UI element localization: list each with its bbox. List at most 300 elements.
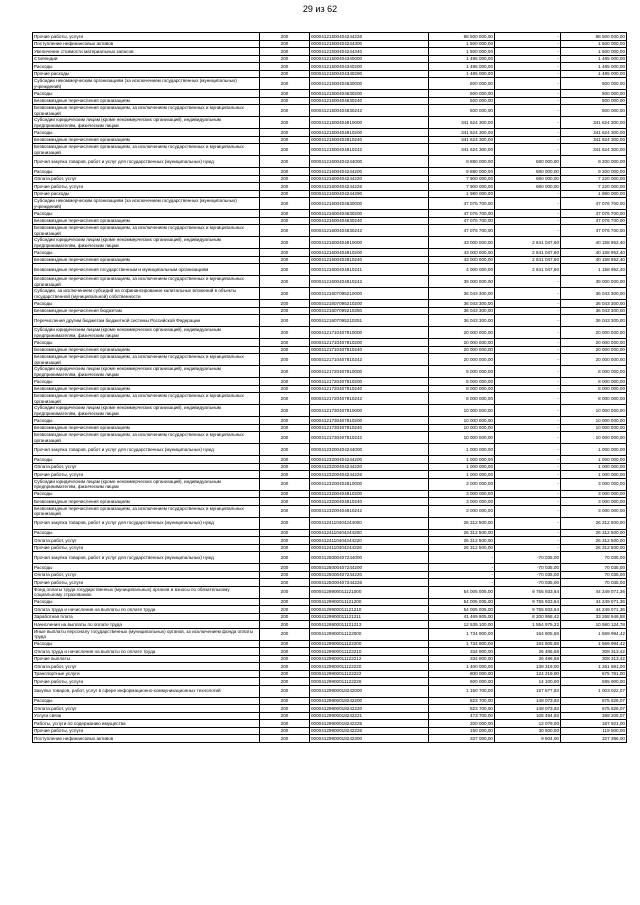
table-row <box>33 249 627 257</box>
row-name-cell: Расходы <box>33 249 260 257</box>
row-name-cell: Расходы <box>33 210 260 218</box>
row-kbk-cell: 00004129900011121210 <box>310 606 429 614</box>
table-row <box>33 670 627 678</box>
table-row <box>33 190 627 198</box>
row-code-cell: 200 <box>260 288 310 300</box>
row-plan-cell: 26 312 500,00 <box>429 529 495 537</box>
row-executed-cell: - <box>495 346 561 354</box>
row-name-cell: Фонд оплаты труда государственных (муниципальных) органов и взносы по обязательному социальному страхованию <box>33 586 260 598</box>
row-plan-cell: 8 000 000,00 <box>429 378 495 386</box>
row-code-cell: 200 <box>260 90 310 98</box>
row-remaining-cell: 3 000 000,00 <box>561 498 627 506</box>
row-name-cell: Расходы <box>33 417 260 425</box>
row-plan-cell: 88 500 000,00 <box>429 33 495 41</box>
table-row <box>33 471 627 479</box>
row-plan-cell: 43 000 000,00 <box>429 249 495 257</box>
row-executed-cell: - <box>495 385 561 393</box>
row-executed-cell: 9 755 933,64 <box>495 606 561 614</box>
row-executed-cell: 2 841 047,60 <box>495 237 561 249</box>
row-kbk-cell: 00004121730407810200 <box>310 417 429 425</box>
row-remaining-cell: 308 313,42 <box>561 648 627 656</box>
row-code-cell: 200 <box>260 444 310 456</box>
table-row <box>33 210 627 218</box>
row-code-cell: 200 <box>260 529 310 537</box>
row-remaining-cell: 8 000 000,00 <box>561 393 627 405</box>
row-remaining-cell: 36 043 300,00 <box>561 307 627 315</box>
row-kbk-cell: 00004125000407244200 <box>310 564 429 572</box>
row-name-cell: Субсидии юридическим лицам (кроме некоммерческих организаций), индивидуальным предпринимателям, физическим лицам <box>33 327 260 339</box>
row-code-cell: 200 <box>260 300 310 308</box>
row-code-cell: 200 <box>260 663 310 671</box>
row-name-cell: Работы, услуги по содержанию имущества <box>33 720 260 728</box>
row-executed-cell: - <box>495 225 561 237</box>
row-name-cell: Безвозмездные перечисления организациям, за исключением государственных и муниципальных организаций <box>33 144 260 156</box>
table-row <box>33 628 627 640</box>
row-plan-cell: 150 000,00 <box>429 727 495 735</box>
row-name-cell: Прочая закупка товаров, работ и услуг для государственных (муниципальных) нужд <box>33 517 260 529</box>
table-row <box>33 606 627 614</box>
row-remaining-cell: 40 158 952,40 <box>561 237 627 249</box>
row-kbk-cell: 00004123200404810240 <box>310 498 429 506</box>
row-name-cell: Прочие расходы <box>33 70 260 78</box>
row-executed-cell: - <box>495 505 561 517</box>
row-plan-cell: 54 005 005,00 <box>429 598 495 606</box>
row-code-cell: 200 <box>260 378 310 386</box>
row-code-cell: 200 <box>260 490 310 498</box>
page-number: 29 из 62 <box>302 4 338 14</box>
row-remaining-cell: 1 569 994,42 <box>561 640 627 648</box>
row-code-cell: 200 <box>260 720 310 728</box>
row-kbk-cell: 00004121607095210250 <box>310 307 429 315</box>
row-executed-cell: - <box>495 444 561 456</box>
row-kbk-cell: 00004129900011122212 <box>310 655 429 663</box>
row-name-cell: Безвозмездные перечисления организациям <box>33 217 260 225</box>
table-row <box>33 697 627 705</box>
row-plan-cell: 20 000 000,00 <box>429 339 495 347</box>
row-name-cell: Субсидии юридическим лицам (кроме некоммерческих организаций), индивидуальным предпринимателям, физическим лицам <box>33 405 260 417</box>
row-executed-cell: 680 000,00 <box>495 168 561 176</box>
row-plan-cell: 334 800,00 <box>429 655 495 663</box>
table-row <box>33 48 627 56</box>
row-name-cell: Расходы <box>33 129 260 137</box>
row-name-cell: Оплата работ, услуг <box>33 705 260 713</box>
row-name-cell: Безвозмездные перечисления организациям, за исключением государственных и муниципальных организаций <box>33 393 260 405</box>
row-remaining-cell: 70 035,00 <box>561 571 627 579</box>
row-plan-cell: 26 312 500,00 <box>429 517 495 529</box>
row-plan-cell: 4 000 000,00 <box>429 264 495 276</box>
row-kbk-cell: 00004123200404810200 <box>310 490 429 498</box>
table-row <box>33 346 627 354</box>
table-row <box>33 552 627 564</box>
row-name-cell: Прочие выплаты <box>33 655 260 663</box>
row-remaining-cell: 368 205,07 <box>561 712 627 720</box>
row-executed-cell: - <box>495 300 561 308</box>
row-name-cell: Субсидии некоммерческим организациям (за исключением государственных (муниципальных) учреждений) <box>33 78 260 90</box>
table-row <box>33 517 627 529</box>
row-executed-cell: 9 604,00 <box>495 735 561 743</box>
row-code-cell: 200 <box>260 697 310 705</box>
row-kbk-cell: 00004123200404244220 <box>310 463 429 471</box>
row-remaining-cell: 1 158 952,40 <box>561 264 627 276</box>
row-executed-cell: - <box>495 393 561 405</box>
row-executed-cell: - <box>495 315 561 327</box>
row-executed-cell: 680 000,00 <box>495 156 561 168</box>
row-executed-cell: 680 000,00 <box>495 175 561 183</box>
row-remaining-cell: 308 313,42 <box>561 655 627 663</box>
row-executed-cell: - <box>495 405 561 417</box>
row-kbk-cell: 00004121607095210251 <box>310 315 429 327</box>
row-plan-cell: 36 043 300,00 <box>429 315 495 327</box>
table-row <box>33 598 627 606</box>
row-executed-cell: 2 841 047,60 <box>495 256 561 264</box>
table-row <box>33 613 627 621</box>
row-code-cell: 200 <box>260 463 310 471</box>
row-name-cell: Субсидии, за исключением субсидий на софинансирование капитальных вложений в объекты государственной (муниципальной) собственности <box>33 288 260 300</box>
row-remaining-cell: 8 000 000,00 <box>561 378 627 386</box>
row-remaining-cell: 585 900,00 <box>561 678 627 686</box>
row-remaining-cell: 44 249 071,36 <box>561 586 627 598</box>
table-row <box>33 90 627 98</box>
table-row <box>33 217 627 225</box>
row-kbk-cell: 00004129900011121000 <box>310 586 429 598</box>
row-kbk-cell: 00004121600404244200 <box>310 168 429 176</box>
row-plan-cell: 10 000 000,00 <box>429 405 495 417</box>
row-plan-cell: 20 000 000,00 <box>429 354 495 366</box>
row-remaining-cell: 1 000 000,00 <box>561 444 627 456</box>
row-plan-cell: 1 734 800,00 <box>429 628 495 640</box>
row-remaining-cell: 1 569 994,42 <box>561 628 627 640</box>
row-executed-cell: 26 486,58 <box>495 655 561 663</box>
row-code-cell: 200 <box>260 385 310 393</box>
row-kbk-cell: 00004121730407810000 <box>310 405 429 417</box>
row-remaining-cell: 70 035,00 <box>561 564 627 572</box>
row-kbk-cell: 00004121720407810242 <box>310 393 429 405</box>
row-name-cell: Безвозмездные перечисления организациям, за исключением государственных и муниципальных организаций <box>33 432 260 444</box>
table-row <box>33 256 627 264</box>
row-executed-cell: - <box>495 498 561 506</box>
row-plan-cell: 500 000,00 <box>429 90 495 98</box>
row-executed-cell: 9 755 933,64 <box>495 598 561 606</box>
table-row <box>33 129 627 137</box>
row-plan-cell: 47 076 700,00 <box>429 217 495 225</box>
row-remaining-cell: 8 000 000,00 <box>561 366 627 378</box>
row-name-cell: Оплата труда и начисления на выплаты по оплате труда <box>33 606 260 614</box>
row-remaining-cell: 1 000 000,00 <box>561 463 627 471</box>
row-name-cell: Закупка товаров, работ, услуг в сфере информационно-коммуникационных технологий <box>33 685 260 697</box>
row-remaining-cell: 33 268 946,58 <box>561 613 627 621</box>
row-remaining-cell: 675 781,00 <box>561 670 627 678</box>
row-name-cell: Прочие расходы <box>33 190 260 198</box>
row-name-cell: Прочие работы, услуги <box>33 579 260 587</box>
row-remaining-cell: 26 312 500,00 <box>561 517 627 529</box>
row-code-cell: 200 <box>260 117 310 129</box>
row-executed-cell: 2 841 047,60 <box>495 249 561 257</box>
row-name-cell: Поступление нефинансовых активов <box>33 40 260 48</box>
row-code-cell: 200 <box>260 217 310 225</box>
table-row <box>33 505 627 517</box>
row-plan-cell: 1 500 000,00 <box>429 40 495 48</box>
row-plan-cell: 10 000 000,00 <box>429 417 495 425</box>
row-remaining-cell: 10 000 000,00 <box>561 405 627 417</box>
table-row <box>33 478 627 490</box>
row-name-cell: Транспортные услуги <box>33 670 260 678</box>
row-name-cell: Безвозмездные перечисления организациям <box>33 498 260 506</box>
row-code-cell: 200 <box>260 210 310 218</box>
row-plan-cell: 341 624 300,00 <box>429 144 495 156</box>
row-remaining-cell: 9 200 000,00 <box>561 168 627 176</box>
row-name-cell: Начисления на выплаты по оплате труда <box>33 621 260 629</box>
table-row <box>33 288 627 300</box>
row-plan-cell: 8 000 000,00 <box>429 366 495 378</box>
row-remaining-cell: 36 043 300,00 <box>561 315 627 327</box>
row-kbk-cell: 00004121600404630200 <box>310 210 429 218</box>
row-remaining-cell: 47 076 700,00 <box>561 210 627 218</box>
row-code-cell: 200 <box>260 478 310 490</box>
row-kbk-cell: 00004123200404810242 <box>310 505 429 517</box>
row-code-cell: 200 <box>260 628 310 640</box>
table-row <box>33 354 627 366</box>
table-row <box>33 339 627 347</box>
row-remaining-cell: 1 000 000,00 <box>561 471 627 479</box>
row-plan-cell: 36 043 300,00 <box>429 288 495 300</box>
row-name-cell: Расходы <box>33 490 260 498</box>
row-plan-cell: 334 800,00 <box>429 648 495 656</box>
row-code-cell: 200 <box>260 606 310 614</box>
row-plan-cell: 36 043 300,00 <box>429 307 495 315</box>
table-row <box>33 183 627 191</box>
row-plan-cell: 1 000 000,00 <box>429 456 495 464</box>
row-kbk-cell: 00004123200404810000 <box>310 478 429 490</box>
row-plan-cell: 36 043 300,00 <box>429 300 495 308</box>
row-name-cell: Перечисления другим бюджетам бюджетной системы Российской Федерации <box>33 315 260 327</box>
row-remaining-cell: 10 000 000,00 <box>561 417 627 425</box>
row-code-cell: 200 <box>260 264 310 276</box>
row-kbk-cell: 00004121607095210000 <box>310 288 429 300</box>
table-row <box>33 621 627 629</box>
row-kbk-cell: 00004129900018242000 <box>310 685 429 697</box>
row-kbk-cell: 00004124110404244220 <box>310 537 429 545</box>
row-remaining-cell: 26 312 500,00 <box>561 529 627 537</box>
row-executed-cell: - <box>495 217 561 225</box>
row-name-cell: Субсидии юридическим лицам (кроме некоммерческих организаций), индивидуальным предпринимателям, физическим лицам <box>33 117 260 129</box>
row-name-cell: Безвозмездные перечисления организациям <box>33 346 260 354</box>
row-executed-cell: - <box>495 276 561 288</box>
row-remaining-cell: 70 035,00 <box>561 579 627 587</box>
row-kbk-cell: 00004121500404810240 <box>310 136 429 144</box>
row-remaining-cell: 88 500 000,00 <box>561 33 627 41</box>
row-remaining-cell: 40 158 952,40 <box>561 249 627 257</box>
table-row <box>33 544 627 552</box>
row-kbk-cell: 00004121600404630242 <box>310 225 429 237</box>
row-code-cell: 200 <box>260 366 310 378</box>
row-executed-cell: - <box>495 327 561 339</box>
row-name-cell: Расходы <box>33 378 260 386</box>
row-code-cell: 200 <box>260 175 310 183</box>
row-name-cell: Безвозмездные перечисления организациям, за исключением государственных и муниципальных организаций <box>33 505 260 517</box>
row-name-cell: Расходы <box>33 339 260 347</box>
row-executed-cell: - <box>495 210 561 218</box>
row-executed-cell: - <box>495 366 561 378</box>
row-plan-cell: 341 624 300,00 <box>429 129 495 137</box>
table-row <box>33 366 627 378</box>
table-row <box>33 105 627 117</box>
table-row <box>33 237 627 249</box>
row-kbk-cell: 00004121600404244220 <box>310 175 429 183</box>
row-plan-cell: 47 076 700,00 <box>429 210 495 218</box>
row-plan-cell: 1 160 700,00 <box>429 685 495 697</box>
row-executed-cell: - <box>495 339 561 347</box>
row-code-cell: 200 <box>260 564 310 572</box>
row-remaining-cell: 119 500,00 <box>561 727 627 735</box>
table-row <box>33 564 627 572</box>
row-code-cell: 200 <box>260 307 310 315</box>
row-plan-cell: 823 700,00 <box>429 697 495 705</box>
table-row <box>33 175 627 183</box>
row-remaining-cell: 1 003 022,07 <box>561 685 627 697</box>
row-executed-cell: - <box>495 354 561 366</box>
row-plan-cell: 3 000 000,00 <box>429 490 495 498</box>
row-code-cell: 200 <box>260 339 310 347</box>
row-kbk-cell: 00004121710407810242 <box>310 354 429 366</box>
row-executed-cell: 8 200 958,42 <box>495 613 561 621</box>
row-plan-cell: 473 700,00 <box>429 712 495 720</box>
row-remaining-cell: 500 000,00 <box>561 78 627 90</box>
row-remaining-cell: 1 485 000,00 <box>561 70 627 78</box>
row-name-cell: Безвозмездные перечисления организациям <box>33 424 260 432</box>
table-row <box>33 648 627 656</box>
row-kbk-cell: 00004121600404810241 <box>310 264 429 276</box>
row-plan-cell: - <box>429 579 495 587</box>
row-code-cell: 200 <box>260 670 310 678</box>
row-name-cell: Субсидии юридическим лицам (кроме некоммерческих организаций), индивидуальным предпринимателям, физическим лицам <box>33 478 260 490</box>
row-executed-cell: - <box>495 105 561 117</box>
row-executed-cell: 12 079,00 <box>495 720 561 728</box>
row-remaining-cell: 500 000,00 <box>561 97 627 105</box>
row-kbk-cell: 00004121600404244000 <box>310 156 429 168</box>
row-code-cell: 200 <box>260 256 310 264</box>
row-plan-cell: 500 000,00 <box>429 97 495 105</box>
table-row <box>33 640 627 648</box>
table-row <box>33 579 627 587</box>
row-name-cell: Услуги связи <box>33 712 260 720</box>
row-remaining-cell: 39 000 000,00 <box>561 276 627 288</box>
row-name-cell: Расходы <box>33 697 260 705</box>
row-code-cell: 200 <box>260 598 310 606</box>
row-remaining-cell: 44 249 071,36 <box>561 606 627 614</box>
row-code-cell: 200 <box>260 621 310 629</box>
row-executed-cell: - <box>495 288 561 300</box>
row-code-cell: 200 <box>260 183 310 191</box>
row-executed-cell: 157 677,93 <box>495 685 561 697</box>
row-code-cell: 200 <box>260 552 310 564</box>
row-plan-cell: 8 000 000,00 <box>429 393 495 405</box>
row-executed-cell: - <box>495 63 561 71</box>
row-kbk-cell: 00004129900011121200 <box>310 598 429 606</box>
row-remaining-cell: 1 485 000,00 <box>561 63 627 71</box>
row-remaining-cell: 1 500 000,00 <box>561 48 627 56</box>
row-kbk-cell: 00004121730407810240 <box>310 424 429 432</box>
row-executed-cell: 680 000,00 <box>495 183 561 191</box>
row-remaining-cell: 8 000 000,00 <box>561 385 627 393</box>
row-code-cell: 200 <box>260 405 310 417</box>
row-remaining-cell: 675 626,07 <box>561 697 627 705</box>
row-kbk-cell: 00004129900011122210 <box>310 648 429 656</box>
row-code-cell: 200 <box>260 144 310 156</box>
row-remaining-cell: 675 626,07 <box>561 705 627 713</box>
row-name-cell: Заработная плата <box>33 613 260 621</box>
row-name-cell: Стипендии <box>33 55 260 63</box>
table-row <box>33 735 627 743</box>
row-plan-cell: 12 535 100,00 <box>429 621 495 629</box>
row-code-cell: 200 <box>260 156 310 168</box>
table-row <box>33 307 627 315</box>
row-remaining-cell: 20 000 000,00 <box>561 339 627 347</box>
table-row <box>33 424 627 432</box>
table-row <box>33 490 627 498</box>
row-kbk-cell: 00004123200404244000 <box>310 444 429 456</box>
row-executed-cell: - <box>495 144 561 156</box>
row-kbk-cell: 00004121600404244290 <box>310 190 429 198</box>
row-executed-cell: - <box>495 78 561 90</box>
row-remaining-cell: 500 000,00 <box>561 90 627 98</box>
row-name-cell: Оплата работ, услуг <box>33 537 260 545</box>
row-code-cell: 200 <box>260 498 310 506</box>
row-kbk-cell: 00004121500404244226 <box>310 33 429 41</box>
row-remaining-cell: 500 000,00 <box>561 105 627 117</box>
row-code-cell: 200 <box>260 678 310 686</box>
row-remaining-cell: 1 000 000,00 <box>561 456 627 464</box>
row-code-cell: 200 <box>260 424 310 432</box>
table-row <box>33 586 627 598</box>
row-code-cell: 200 <box>260 640 310 648</box>
table-row <box>33 97 627 105</box>
row-plan-cell: 1 400 000,00 <box>429 663 495 671</box>
row-plan-cell: 8 000 000,00 <box>429 385 495 393</box>
row-kbk-cell: 00004129900011121213 <box>310 621 429 629</box>
row-kbk-cell: 00004129900011122226 <box>310 678 429 686</box>
row-executed-cell: - <box>495 40 561 48</box>
row-plan-cell: 341 624 300,00 <box>429 136 495 144</box>
table-row <box>33 378 627 386</box>
row-remaining-cell: 20 000 000,00 <box>561 346 627 354</box>
row-kbk-cell: 00004121500404810000 <box>310 117 429 129</box>
row-executed-cell: 9 755 933,64 <box>495 586 561 598</box>
row-executed-cell: - <box>495 90 561 98</box>
table-row <box>33 456 627 464</box>
row-name-cell: Прочая закупка товаров, работ и услуг для государственных (муниципальных) нужд <box>33 552 260 564</box>
row-executed-cell: 124 219,00 <box>495 670 561 678</box>
row-code-cell: 200 <box>260 648 310 656</box>
row-code-cell: 200 <box>260 48 310 56</box>
row-code-cell: 200 <box>260 249 310 257</box>
table-row <box>33 705 627 713</box>
row-name-cell: Безвозмездные перечисления организациям, за исключением государственных и муниципальных организаций <box>33 225 260 237</box>
row-code-cell: 200 <box>260 712 310 720</box>
table-row <box>33 571 627 579</box>
row-name-cell: Расходы <box>33 456 260 464</box>
row-code-cell: 200 <box>260 471 310 479</box>
row-executed-cell: -70 035,00 <box>495 579 561 587</box>
row-kbk-cell: 00004121720407810240 <box>310 385 429 393</box>
row-name-cell: Прочие работы, услуги <box>33 727 260 735</box>
table-row <box>33 327 627 339</box>
row-plan-cell: 500 000,00 <box>429 105 495 117</box>
row-code-cell: 200 <box>260 505 310 517</box>
row-executed-cell: - <box>495 544 561 552</box>
row-name-cell: Прочая закупка товаров, работ и услуг для государственных (муниципальных) нужд <box>33 444 260 456</box>
row-code-cell: 200 <box>260 327 310 339</box>
row-executed-cell: - <box>495 490 561 498</box>
